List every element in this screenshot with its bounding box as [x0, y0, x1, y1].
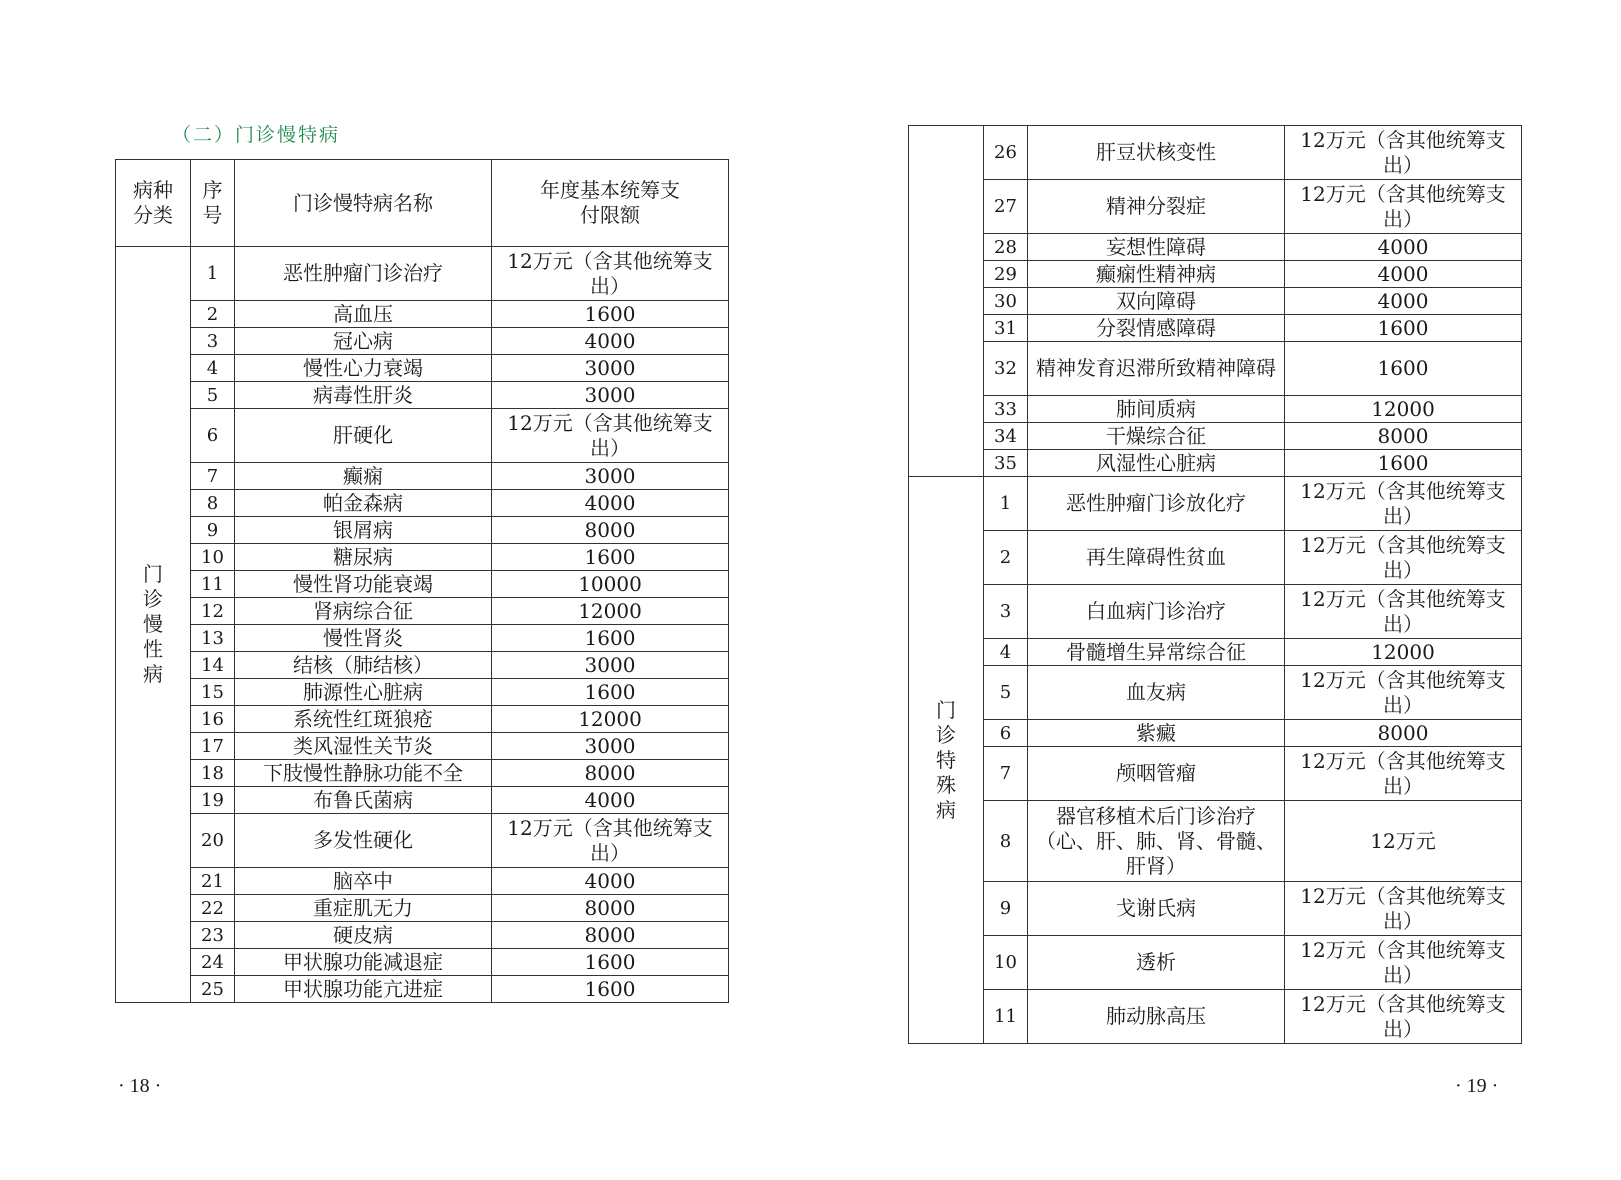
table-row	[116, 463, 729, 490]
table-row	[909, 990, 1522, 1044]
row-seq: 35	[984, 450, 1028, 477]
row-payment-limit: 12万元（含其他统筹支出）	[492, 814, 729, 868]
category-cell	[909, 477, 984, 1044]
row-seq: 26	[984, 126, 1028, 180]
row-payment-limit: 8000	[492, 517, 729, 544]
left-page	[0, 0, 810, 1180]
row-payment-limit: 12万元（含其他统筹支出）	[1285, 747, 1522, 801]
row-payment-limit: 3000	[492, 652, 729, 679]
table-row	[909, 882, 1522, 936]
table-row	[909, 639, 1522, 666]
row-payment-limit: 12000	[1285, 396, 1522, 423]
chronic-disease-table	[115, 159, 729, 1003]
row-payment-limit: 1600	[492, 679, 729, 706]
row-disease-name: 慢性肾炎	[235, 625, 492, 652]
row-seq: 24	[191, 949, 235, 976]
row-disease-name: 恶性肿瘤门诊放化疗	[1028, 477, 1285, 531]
row-disease-name: 颅咽管瘤	[1028, 747, 1285, 801]
table-row	[116, 328, 729, 355]
table-row	[116, 544, 729, 571]
row-payment-limit: 3000	[492, 733, 729, 760]
section-title: （二）门诊慢特病	[172, 124, 341, 146]
row-seq: 6	[984, 720, 1028, 747]
row-disease-name: 血友病	[1028, 666, 1285, 720]
table-row	[116, 706, 729, 733]
header-limit: 年度基本统筹支付限额	[492, 160, 729, 247]
row-payment-limit: 4000	[492, 787, 729, 814]
row-payment-limit: 1600	[492, 625, 729, 652]
table-row	[116, 652, 729, 679]
table-row	[909, 396, 1522, 423]
table-row	[116, 382, 729, 409]
row-seq: 21	[191, 868, 235, 895]
table-header-row	[116, 160, 729, 247]
table-row	[909, 936, 1522, 990]
chronic-special-disease-table-body	[909, 126, 1522, 1044]
row-seq: 20	[191, 814, 235, 868]
row-disease-name: 精神发育迟滞所致精神障碍	[1028, 342, 1285, 396]
row-payment-limit: 4000	[492, 328, 729, 355]
table-row	[909, 666, 1522, 720]
row-seq: 3	[984, 585, 1028, 639]
row-payment-limit: 1600	[1285, 342, 1522, 396]
table-row	[116, 733, 729, 760]
table-row	[909, 423, 1522, 450]
row-disease-name: 冠心病	[235, 328, 492, 355]
row-seq: 7	[984, 747, 1028, 801]
row-disease-name: 重症肌无力	[235, 895, 492, 922]
row-disease-name: 骨髓增生异常综合征	[1028, 639, 1285, 666]
category-label: 门诊特殊病	[936, 697, 956, 822]
row-payment-limit: 12000	[1285, 639, 1522, 666]
row-payment-limit: 1600	[492, 976, 729, 1003]
row-disease-name: 肺动脉高压	[1028, 990, 1285, 1044]
row-seq: 32	[984, 342, 1028, 396]
row-disease-name: 再生障碍性贫血	[1028, 531, 1285, 585]
table-row	[909, 315, 1522, 342]
row-seq: 2	[984, 531, 1028, 585]
row-disease-name: 器官移植术后门诊治疗（心、肝、肺、肾、骨髓、肝肾）	[1028, 801, 1285, 882]
row-payment-limit: 12万元（含其他统筹支出）	[1285, 531, 1522, 585]
row-disease-name: 布鲁氏菌病	[235, 787, 492, 814]
row-disease-name: 高血压	[235, 301, 492, 328]
row-seq: 11	[984, 990, 1028, 1044]
table-row	[116, 679, 729, 706]
table-row	[116, 625, 729, 652]
row-seq: 30	[984, 288, 1028, 315]
table-row	[909, 450, 1522, 477]
table-row	[909, 288, 1522, 315]
row-disease-name: 病毒性肝炎	[235, 382, 492, 409]
row-disease-name: 肺源性心脏病	[235, 679, 492, 706]
table-row	[116, 598, 729, 625]
row-disease-name: 慢性心力衰竭	[235, 355, 492, 382]
table-row	[909, 477, 1522, 531]
row-payment-limit: 12万元（含其他统筹支出）	[1285, 126, 1522, 180]
row-disease-name: 肺间质病	[1028, 396, 1285, 423]
table-row	[909, 720, 1522, 747]
row-seq: 9	[191, 517, 235, 544]
row-payment-limit: 12万元	[1285, 801, 1522, 882]
table-row	[909, 180, 1522, 234]
row-payment-limit: 1600	[1285, 315, 1522, 342]
row-payment-limit: 4000	[1285, 261, 1522, 288]
row-seq: 8	[191, 490, 235, 517]
category-label: 门诊慢性病	[143, 562, 163, 686]
row-disease-name: 甲状腺功能减退症	[235, 949, 492, 976]
row-payment-limit: 12万元（含其他统筹支出）	[1285, 666, 1522, 720]
row-disease-name: 恶性肿瘤门诊治疗	[235, 247, 492, 301]
row-payment-limit: 1600	[492, 301, 729, 328]
chronic-disease-table-body	[116, 160, 729, 1003]
row-disease-name: 干燥综合征	[1028, 423, 1285, 450]
row-seq: 11	[191, 571, 235, 598]
table-row	[909, 234, 1522, 261]
table-row	[909, 126, 1522, 180]
row-payment-limit: 12万元（含其他统筹支出）	[1285, 585, 1522, 639]
row-payment-limit: 8000	[492, 895, 729, 922]
row-disease-name: 分裂情感障碍	[1028, 315, 1285, 342]
row-payment-limit: 1600	[1285, 450, 1522, 477]
row-disease-name: 癫痫性精神病	[1028, 261, 1285, 288]
row-payment-limit: 12万元（含其他统筹支出）	[492, 409, 729, 463]
row-payment-limit: 3000	[492, 463, 729, 490]
row-payment-limit: 8000	[492, 760, 729, 787]
row-disease-name: 癫痫	[235, 463, 492, 490]
table-row	[909, 585, 1522, 639]
page-number: · 19 ·	[1455, 1075, 1499, 1097]
row-payment-limit: 12万元（含其他统筹支出）	[1285, 180, 1522, 234]
table-row	[909, 801, 1522, 882]
row-payment-limit: 12000	[492, 706, 729, 733]
row-seq: 2	[191, 301, 235, 328]
table-row	[116, 895, 729, 922]
row-seq: 5	[191, 382, 235, 409]
row-payment-limit: 3000	[492, 355, 729, 382]
row-disease-name: 透析	[1028, 936, 1285, 990]
row-seq: 19	[191, 787, 235, 814]
row-seq: 18	[191, 760, 235, 787]
row-seq: 29	[984, 261, 1028, 288]
row-payment-limit: 8000	[1285, 423, 1522, 450]
row-seq: 12	[191, 598, 235, 625]
header-seq: 序号	[191, 160, 235, 247]
row-disease-name: 精神分裂症	[1028, 180, 1285, 234]
row-seq: 5	[984, 666, 1028, 720]
row-seq: 4	[191, 355, 235, 382]
row-payment-limit: 3000	[492, 382, 729, 409]
row-payment-limit: 12万元（含其他统筹支出）	[1285, 882, 1522, 936]
row-seq: 4	[984, 639, 1028, 666]
row-disease-name: 戈谢氏病	[1028, 882, 1285, 936]
row-disease-name: 糖尿病	[235, 544, 492, 571]
row-payment-limit: 12万元（含其他统筹支出）	[1285, 936, 1522, 990]
table-row	[909, 747, 1522, 801]
table-row	[116, 409, 729, 463]
row-disease-name: 结核（肺结核）	[235, 652, 492, 679]
row-payment-limit: 1600	[492, 544, 729, 571]
row-seq: 1	[984, 477, 1028, 531]
table-row	[116, 355, 729, 382]
table-row	[909, 531, 1522, 585]
right-page	[810, 0, 1621, 1180]
row-disease-name: 硬皮病	[235, 922, 492, 949]
row-payment-limit: 12万元（含其他统筹支出）	[492, 247, 729, 301]
page-number: · 18 ·	[118, 1075, 162, 1097]
row-payment-limit: 1600	[492, 949, 729, 976]
row-seq: 1	[191, 247, 235, 301]
row-payment-limit: 4000	[492, 868, 729, 895]
row-seq: 15	[191, 679, 235, 706]
row-disease-name: 慢性肾功能衰竭	[235, 571, 492, 598]
row-payment-limit: 8000	[492, 922, 729, 949]
row-payment-limit: 8000	[1285, 720, 1522, 747]
table-row	[116, 490, 729, 517]
row-payment-limit: 10000	[492, 571, 729, 598]
table-row	[116, 814, 729, 868]
row-seq: 10	[984, 936, 1028, 990]
row-disease-name: 妄想性障碍	[1028, 234, 1285, 261]
row-disease-name: 紫癜	[1028, 720, 1285, 747]
table-row	[116, 760, 729, 787]
row-seq: 25	[191, 976, 235, 1003]
row-payment-limit: 12万元（含其他统筹支出）	[1285, 990, 1522, 1044]
row-disease-name: 肾病综合征	[235, 598, 492, 625]
row-seq: 27	[984, 180, 1028, 234]
row-seq: 22	[191, 895, 235, 922]
table-row	[116, 247, 729, 301]
row-disease-name: 肝硬化	[235, 409, 492, 463]
row-seq: 10	[191, 544, 235, 571]
row-seq: 33	[984, 396, 1028, 423]
row-seq: 16	[191, 706, 235, 733]
row-payment-limit: 4000	[492, 490, 729, 517]
row-payment-limit: 12万元（含其他统筹支出）	[1285, 477, 1522, 531]
row-seq: 34	[984, 423, 1028, 450]
row-disease-name: 银屑病	[235, 517, 492, 544]
row-seq: 7	[191, 463, 235, 490]
row-disease-name: 系统性红斑狼疮	[235, 706, 492, 733]
row-disease-name: 下肢慢性静脉功能不全	[235, 760, 492, 787]
category-cell	[116, 247, 191, 1003]
category-cell	[909, 126, 984, 477]
row-disease-name: 类风湿性关节炎	[235, 733, 492, 760]
row-seq: 14	[191, 652, 235, 679]
table-row	[116, 787, 729, 814]
row-seq: 28	[984, 234, 1028, 261]
table-row	[116, 517, 729, 544]
table-row	[116, 301, 729, 328]
row-seq: 8	[984, 801, 1028, 882]
row-payment-limit: 4000	[1285, 234, 1522, 261]
row-payment-limit: 12000	[492, 598, 729, 625]
row-disease-name: 风湿性心脏病	[1028, 450, 1285, 477]
row-seq: 23	[191, 922, 235, 949]
row-disease-name: 帕金森病	[235, 490, 492, 517]
table-row	[116, 949, 729, 976]
row-seq: 9	[984, 882, 1028, 936]
row-seq: 17	[191, 733, 235, 760]
row-payment-limit: 4000	[1285, 288, 1522, 315]
row-seq: 3	[191, 328, 235, 355]
row-disease-name: 脑卒中	[235, 868, 492, 895]
row-disease-name: 白血病门诊治疗	[1028, 585, 1285, 639]
chronic-special-disease-table	[908, 125, 1522, 1044]
row-seq: 31	[984, 315, 1028, 342]
table-row	[909, 342, 1522, 396]
header-name: 门诊慢特病名称	[235, 160, 492, 247]
table-row	[116, 571, 729, 598]
header-category: 病种分类	[116, 160, 191, 247]
row-seq: 13	[191, 625, 235, 652]
table-row	[116, 868, 729, 895]
row-disease-name: 多发性硬化	[235, 814, 492, 868]
table-row	[909, 261, 1522, 288]
row-seq: 6	[191, 409, 235, 463]
row-disease-name: 甲状腺功能亢进症	[235, 976, 492, 1003]
row-disease-name: 双向障碍	[1028, 288, 1285, 315]
row-disease-name: 肝豆状核变性	[1028, 126, 1285, 180]
table-row	[116, 922, 729, 949]
table-row	[116, 976, 729, 1003]
